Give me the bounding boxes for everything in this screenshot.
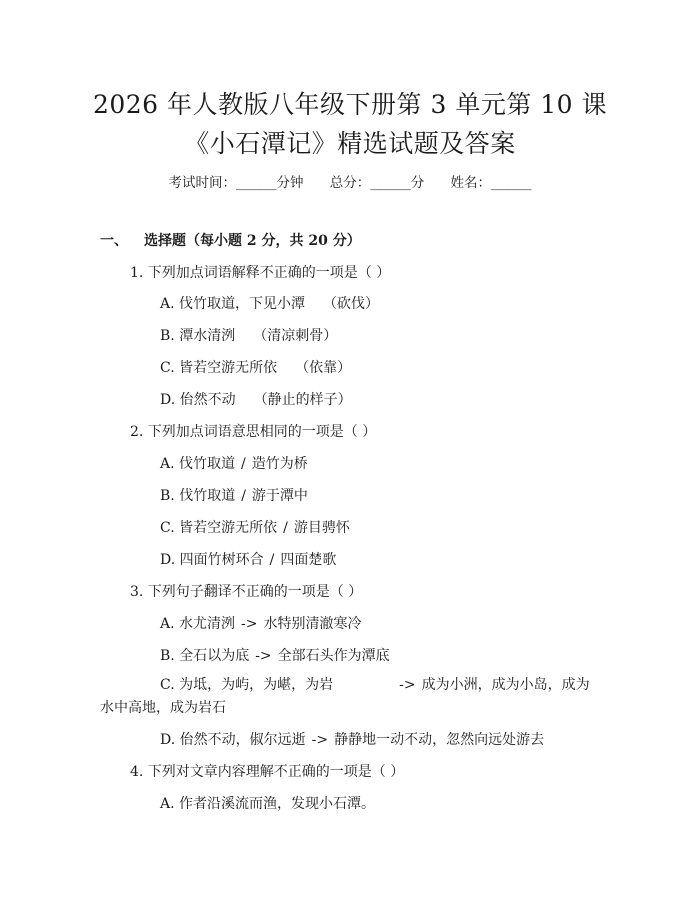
score-field: 总分：______分 (329, 175, 425, 191)
question-stem: 1. 下列加点词语解释不正确的一项是（ ） (130, 265, 391, 281)
exam-meta (0, 171, 700, 191)
section-title: 选择题（每小题 2 分，共 20 分） (144, 233, 361, 249)
question-option: A. 伐竹取道，下见小潭 （砍伐） (160, 296, 380, 312)
question-option: C. 为坻，为屿，为嵁，为岩 -> 成为小洲，成为小岛，成为水中高地，成为岩石 (100, 677, 590, 716)
section-number: 一、 (100, 233, 128, 249)
question-stem: 2. 下列加点词语意思相同的一项是（ ） (130, 424, 377, 440)
question-option: D. 佁然不动，俶尔远逝 -> 静静地一动不动，忽然向远处游去 (160, 732, 545, 748)
question-stem: 4. 下列对文章内容理解不正确的一项是（ ） (130, 764, 405, 780)
time-field: 考试时间：______分钟 (168, 175, 304, 191)
name-field: 姓名：______ (450, 175, 532, 191)
question-option: C. 皆若空游无所依 / 游目骋怀 (160, 520, 350, 536)
section-heading (100, 230, 361, 250)
exam-title-line2: 《小石潭记》精选试题及答案 (184, 129, 516, 158)
question-option: B. 全石以为底 -> 全部石头作为潭底 (160, 648, 390, 664)
question-stem: 3. 下列句子翻译不正确的一项是（ ） (130, 584, 363, 600)
question-option: B. 潭水清洌 （清凉刺骨） (160, 328, 338, 344)
question-option: A. 伐竹取道 / 造竹为桥 (160, 456, 308, 472)
question-option: C. 皆若空游无所依 （依靠） (160, 360, 352, 376)
question-option: D. 佁然不动 （静止的样子） (160, 392, 352, 408)
question-option: A. 作者沿溪流而渔，发现小石潭。 (160, 796, 376, 812)
question-option: D. 四面竹树环合 / 四面楚歌 (160, 552, 337, 568)
exam-title-line1: 2026 年人教版八年级下册第 3 单元第 10 课 (92, 90, 608, 119)
question-option: A. 水尤清洌 -> 水特别清澈寒冷 (160, 616, 362, 632)
question-option: B. 伐竹取道 / 游于潭中 (160, 488, 308, 504)
